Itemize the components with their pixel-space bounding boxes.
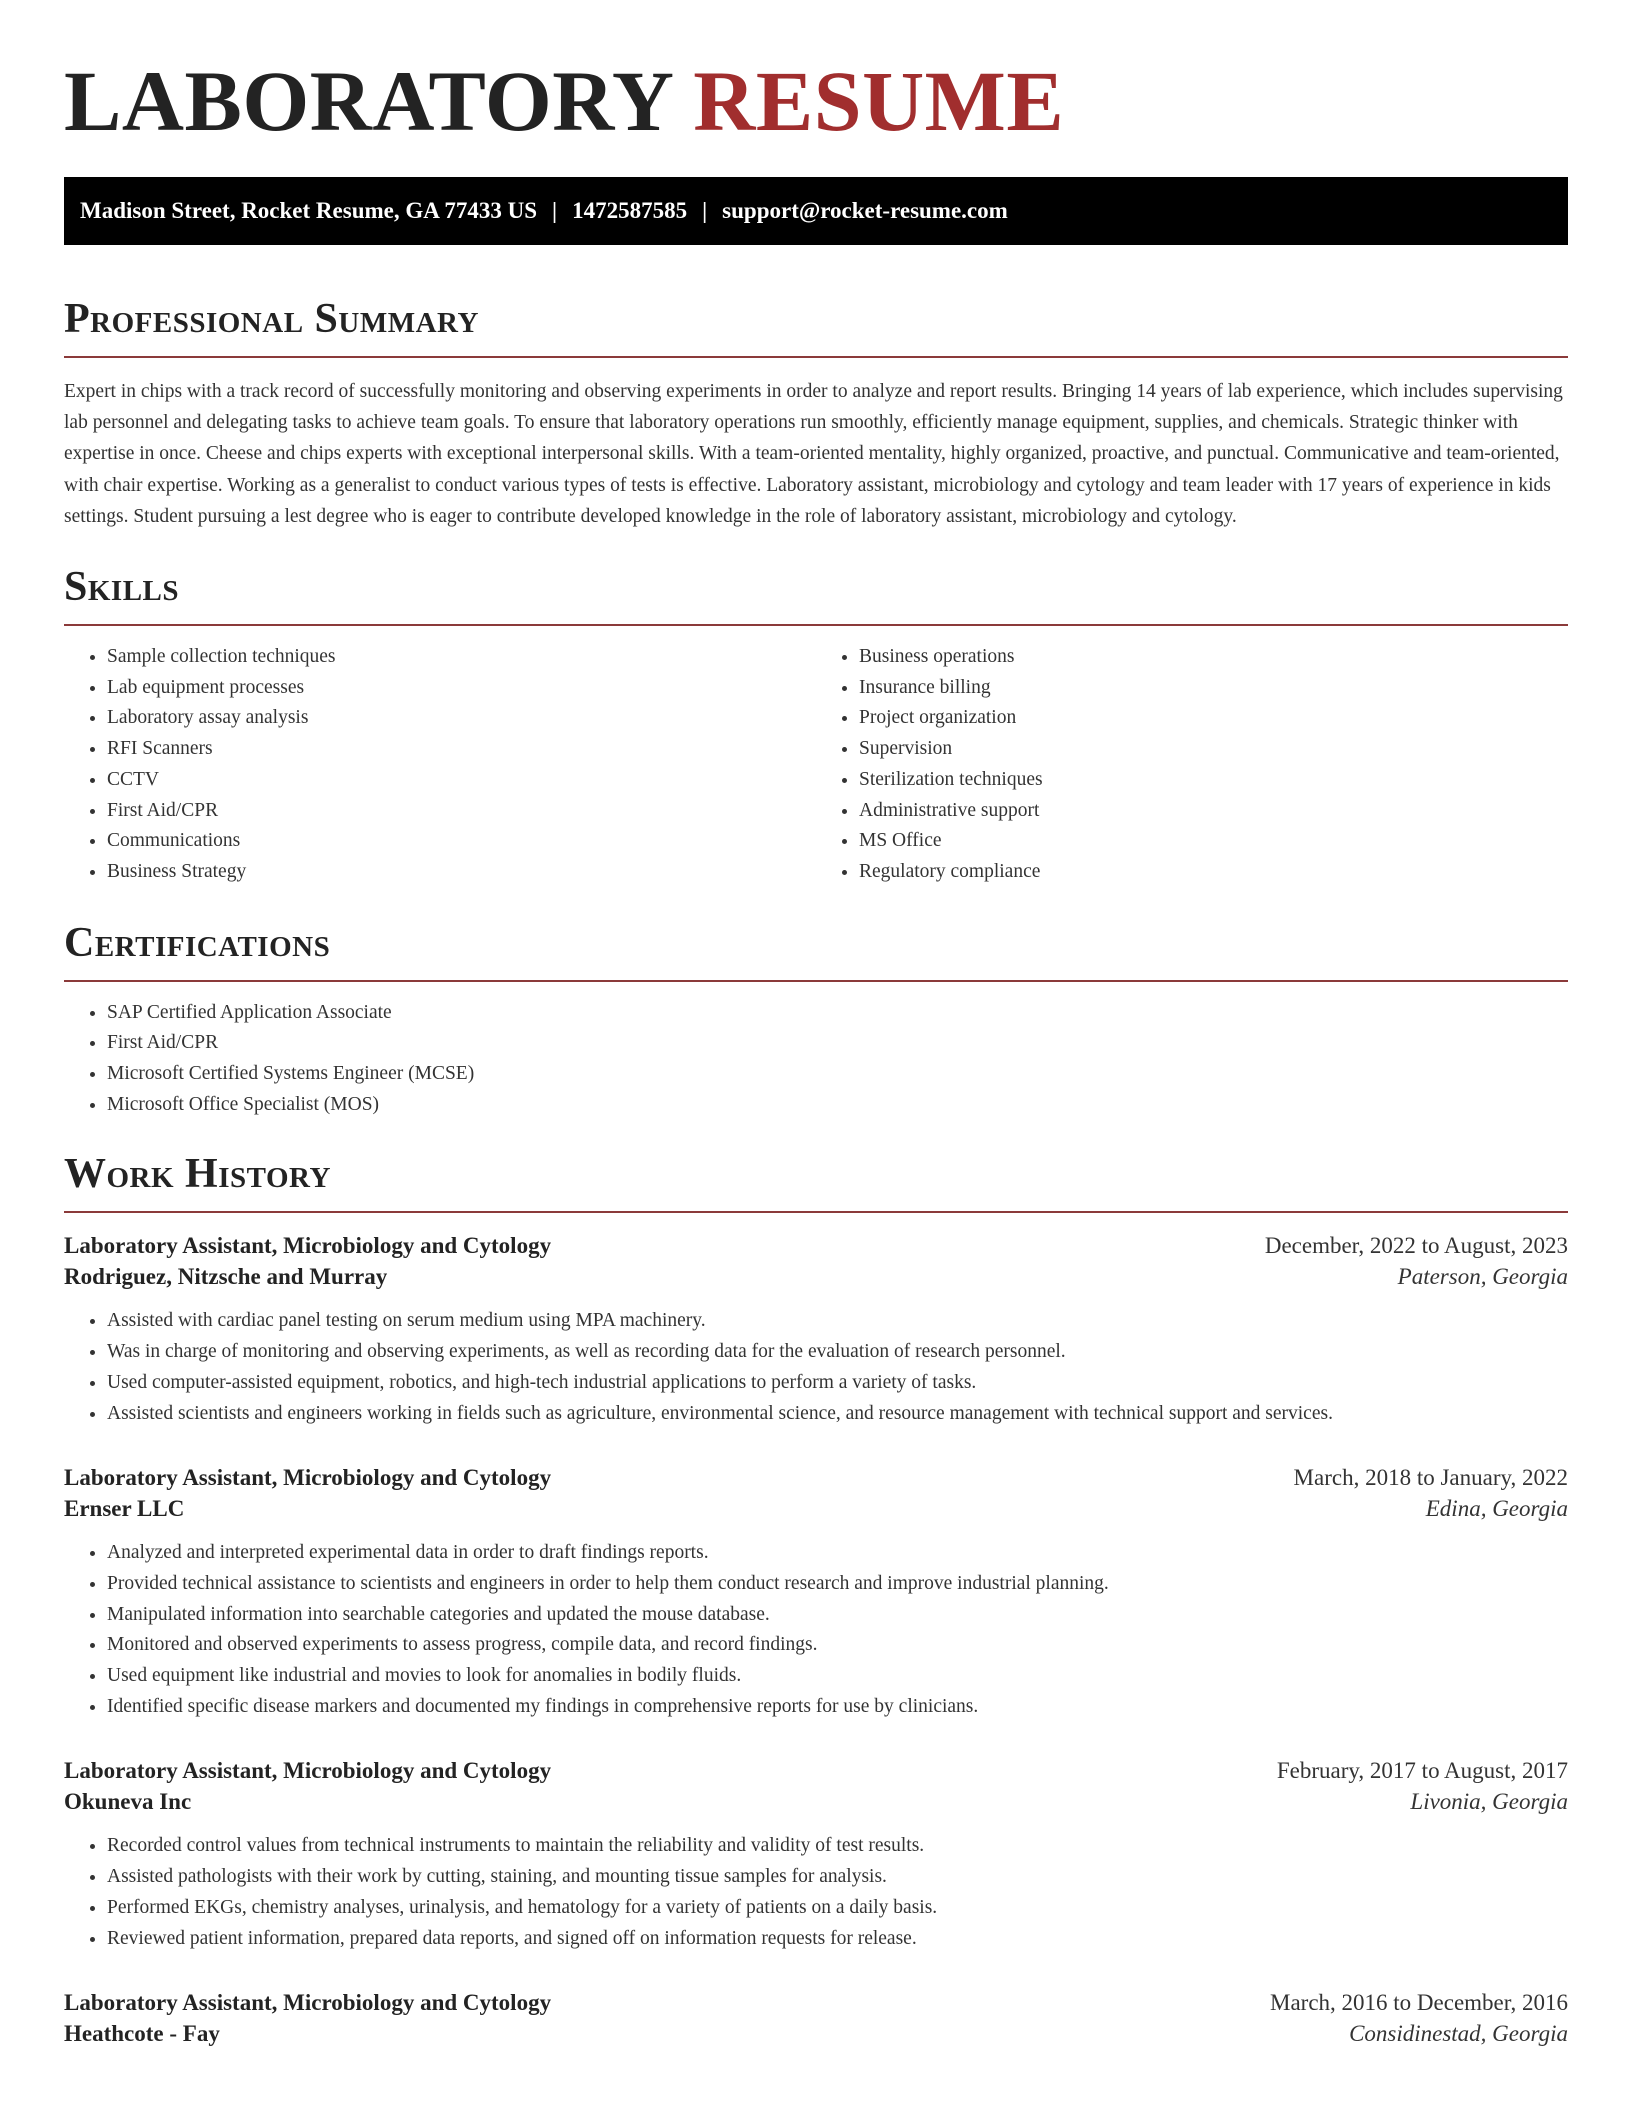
job-duty-item: • Assisted with cardiac panel testing on serum medium using MPA machinery.	[107, 1306, 1568, 1337]
certifications-heading: Certifications	[64, 919, 331, 966]
skill-item: • MS Office	[859, 826, 1568, 857]
job-duty-item: • Assisted pathologists with their work by cutting, staining, and mounting tissue samples for analysis.	[107, 1862, 1568, 1893]
section-divider	[64, 356, 1568, 358]
job-duties-list	[64, 1538, 1568, 1722]
job-duty-item: • Manipulated information into searchable categories and updated the mouse database.	[107, 1600, 1568, 1631]
contact-separator: |	[702, 198, 708, 223]
skills-heading: Skills	[64, 564, 180, 611]
work-heading: Work History	[64, 1151, 331, 1198]
job-company: Ernser LLC	[64, 1496, 185, 1522]
contact-phone: 1472587585	[572, 198, 688, 223]
job-duty-item: • Performed EKGs, chemistry analyses, urinalysis, and hematology for a variety of patients on a daily basis.	[107, 1893, 1568, 1924]
certification-item: • Microsoft Certified Systems Engineer (MCSE)	[107, 1059, 1568, 1090]
job-duty-item: • Used equipment like industrial and movies to look for anomalies in bodily fluids.	[107, 1661, 1568, 1692]
certifications-section	[64, 919, 1568, 1121]
contact-address: Madison Street, Rocket Resume, GA 77433 US	[80, 198, 537, 223]
skill-item: • Business operations	[859, 642, 1568, 673]
job-duty-item: • Assisted scientists and engineers working in fields such as agriculture, environmental science, and resource management with technical support and services.	[107, 1399, 1568, 1430]
certification-item: • SAP Certified Application Associate	[107, 998, 1568, 1029]
job-entry	[64, 1233, 1568, 1429]
skill-item: • Insurance billing	[859, 673, 1568, 704]
skill-item: • Lab equipment processes	[107, 673, 816, 704]
contact-email[interactable]: support@rocket-resume.com	[722, 198, 1008, 223]
job-company-row	[64, 1789, 1568, 1815]
resume-title	[64, 0, 1568, 149]
job-company-row	[64, 1264, 1568, 1290]
job-title: Laboratory Assistant, Microbiology and Cytology	[64, 1233, 552, 1259]
job-duty-item: • Monitored and observed experiments to assess progress, compile data, and record findings.	[107, 1630, 1568, 1661]
summary-text: Expert in chips with a track record of successfully monitoring and observing experiments in order to analyze and report results. Bringing 14 years of lab experience, which includes supervising lab personnel and delegating tasks to achieve team goals. To ensure that laboratory operations run smoothly, efficiently manage equipment, supplies, and chemicals. Strategic thinker with expertise in once. Cheese and chips experts with exceptional interpersonal skills. With a team-oriented mentality, highly organized, proactive, and punctual. Communicative and team-oriented, with chair expertise. Working as a generalist to conduct various types of tests is effective. Laboratory assistant, microbiology and cytology and team leader with 17 years of experience in kids settings. Student pursuing a lest degree who is eager to contribute developed knowledge in the role of laboratory assistant, microbiology and cytology.	[64, 381, 1563, 527]
job-entry	[64, 1758, 1568, 1954]
job-duty-item: • Was in charge of monitoring and observing experiments, as well as recording data for the evaluation of research personnel.	[107, 1337, 1568, 1368]
title-main: LABORATORY	[64, 53, 672, 149]
skill-item: • Sample collection techniques	[107, 642, 816, 673]
job-entry	[64, 1465, 1568, 1722]
job-dates: March, 2016 to December, 2016	[1270, 1990, 1568, 2016]
summary-section	[64, 298, 1568, 532]
job-location: Paterson, Georgia	[1397, 1264, 1568, 1290]
summary-heading: Professional Summary	[64, 296, 479, 342]
skill-item: • First Aid/CPR	[107, 796, 816, 827]
job-duties-list	[64, 1831, 1568, 1954]
section-divider	[64, 1211, 1568, 1213]
job-company: Okuneva Inc	[64, 1789, 192, 1815]
skill-item: • Sterilization techniques	[859, 765, 1568, 796]
skills-section	[64, 566, 1568, 888]
job-dates: February, 2017 to August, 2017	[1276, 1758, 1568, 1784]
job-header-row	[64, 1990, 1568, 2016]
skill-item: • CCTV	[107, 765, 816, 796]
section-divider	[64, 980, 1568, 982]
skill-item: • Laboratory assay analysis	[107, 703, 816, 734]
certification-item: • First Aid/CPR	[107, 1028, 1568, 1059]
job-title: Laboratory Assistant, Microbiology and Cytology	[64, 1990, 552, 2016]
job-duty-item: • Recorded control values from technical instruments to maintain the reliability and validity of test results.	[107, 1831, 1568, 1862]
job-duty-item: • Used computer-assisted equipment, robotics, and high-tech industrial applications to perform a variety of tasks.	[107, 1368, 1568, 1399]
job-duty-item: • Provided technical assistance to scientists and engineers in order to help them conduct research and improve industrial planning.	[107, 1569, 1568, 1600]
job-header-row	[64, 1465, 1568, 1491]
job-company: Rodriguez, Nitzsche and Murray	[64, 1264, 388, 1290]
work-history-list	[64, 1233, 1568, 2047]
certification-item: • Microsoft Office Specialist (MOS)	[107, 1090, 1568, 1121]
job-company: Heathcote - Fay	[64, 2021, 220, 2047]
work-section	[64, 1153, 1568, 2047]
job-title: Laboratory Assistant, Microbiology and Cytology	[64, 1465, 552, 1491]
job-entry	[64, 1990, 1568, 2047]
skill-item: • Regulatory compliance	[859, 857, 1568, 888]
job-header-row	[64, 1758, 1568, 1784]
job-dates: December, 2022 to August, 2023	[1264, 1233, 1568, 1259]
job-title: Laboratory Assistant, Microbiology and Cytology	[64, 1758, 552, 1784]
skill-item: • Supervision	[859, 734, 1568, 765]
skills-grid	[64, 642, 1568, 888]
skill-item: • Business Strategy	[107, 857, 816, 888]
job-location: Livonia, Georgia	[1410, 1789, 1568, 1815]
job-location: Edina, Georgia	[1425, 1496, 1568, 1522]
skill-item: • Project organization	[859, 703, 1568, 734]
job-company-row	[64, 1496, 1568, 1522]
skill-item: • Administrative support	[859, 796, 1568, 827]
contact-bar	[64, 177, 1568, 245]
certifications-list	[64, 998, 1568, 1121]
section-divider	[64, 624, 1568, 626]
job-location: Considinestad, Georgia	[1349, 2021, 1568, 2047]
skill-item: • RFI Scanners	[107, 734, 816, 765]
skills-list-right	[816, 642, 1568, 888]
job-company-row	[64, 2021, 1568, 2047]
title-accent: RESUME	[693, 53, 1065, 149]
skills-list-left	[64, 642, 816, 888]
job-dates: March, 2018 to January, 2022	[1293, 1465, 1568, 1491]
job-duty-item: • Identified specific disease markers and documented my findings in comprehensive reports for use by clinicians.	[107, 1692, 1568, 1723]
contact-separator: |	[552, 198, 558, 223]
job-header-row	[64, 1233, 1568, 1259]
skill-item: • Communications	[107, 826, 816, 857]
job-duty-item: • Reviewed patient information, prepared data reports, and signed off on information requests for release.	[107, 1924, 1568, 1955]
job-duty-item: • Analyzed and interpreted experimental data in order to draft findings reports.	[107, 1538, 1568, 1569]
job-duties-list	[64, 1306, 1568, 1429]
